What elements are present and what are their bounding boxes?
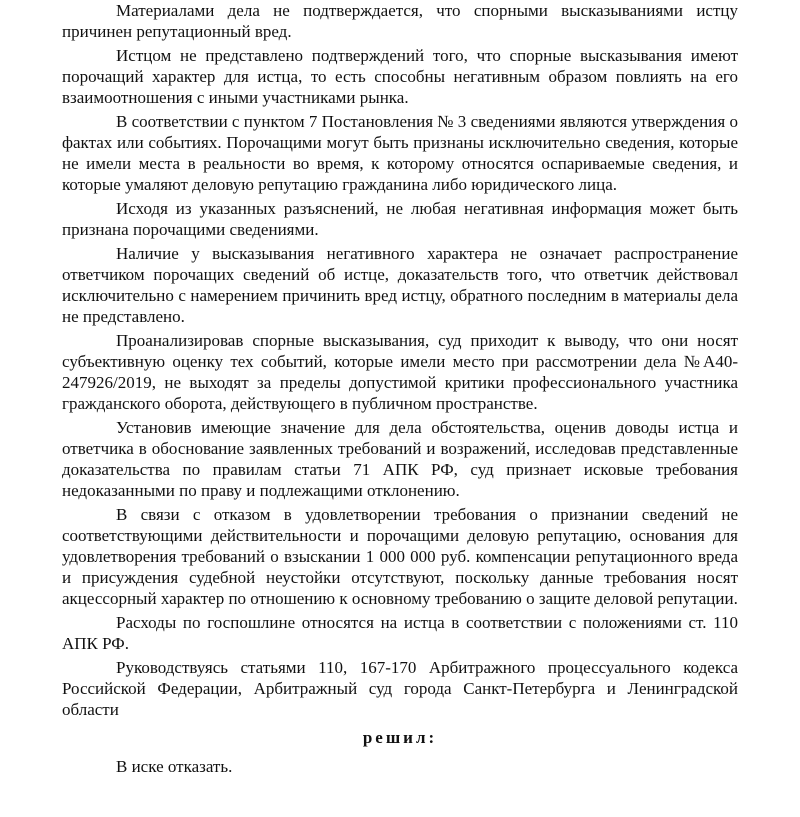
paragraph-negative-character: Наличие у высказывания негативного характера не означает распространение ответчиком порочащих сведений об истце, доказательств того, что ответчик действовал исключительно с намерением причинить вред истцу, обратного последним в материалы дела не представлено. [62,244,738,326]
paragraph-state-fee: Расходы по госпошлине относятся на истца в соответствии с положениями ст. 110 АПК РФ. [62,613,738,653]
paragraph-resolution-7: В соответствии с пунктом 7 Постановления № 3 сведениями являются утверждения о фактах или событиях. Порочащими могут быть признаны исключительно сведения, которые не имели места в реальности во время, к которому относятся оспариваемые сведения, и которые умаляют деловую репутацию гражданина либо юридического лица. [62,112,738,194]
paragraph-circumstances: Установив имеющие значение для дела обстоятельства, оценив доводы истца и ответчика в обоснование заявленных требований и возражений, исследовав представленные доказательства по правилам статьи 71 АПК РФ, суд признает исковые требования недоказанными по праву и подлежащими отклонению. [62,418,738,500]
paragraph-clarifications: Исходя из указанных разъяснений, не любая негативная информация может быть признана порочащими сведениями. [62,199,738,239]
paragraph-no-harm: Материалами дела не подтверждается, что спорными высказываниями истцу причинен репутационный вред. [62,1,738,41]
document-page [62,0,738,777]
paragraph-compensation: В связи с отказом в удовлетворении требования о признании сведений не соответствующими действительности и порочащими деловую репутацию, основания для удовлетворения требований о взыскании 1 000 000 руб. компенсации репутационного вреда и присуждения судебной неустойки отсутствуют, поскольку данные требования носят акцессорный характер по отношению к основному требованию о защите деловой репутации. [62,505,738,608]
paragraph-no-evidence: Истцом не представлено подтверждений того, что спорные высказывания имеют порочащий характер для истца, то есть способны негативным образом повлиять на его взаимоотношения с иными участниками рынка. [62,46,738,107]
paragraph-analysis: Проанализировав спорные высказывания, суд приходит к выводу, что они носят субъективную оценку тех событий, которые имели место при рассмотрении дела №А40-247926/2019, не выходят за пределы допустимой критики профессионального участника гражданского оборота, действующего в публичном пространстве. [62,331,738,413]
paragraph-guided-by: Руководствуясь статьями 110, 167-170 Арбитражного процессуального кодекса Российской Федерации, Арбитражный суд города Санкт-Петербурга и Ленинградской области [62,658,738,719]
decision-heading: решил: [362,728,438,747]
decision-text: В иске отказать. [116,757,233,776]
